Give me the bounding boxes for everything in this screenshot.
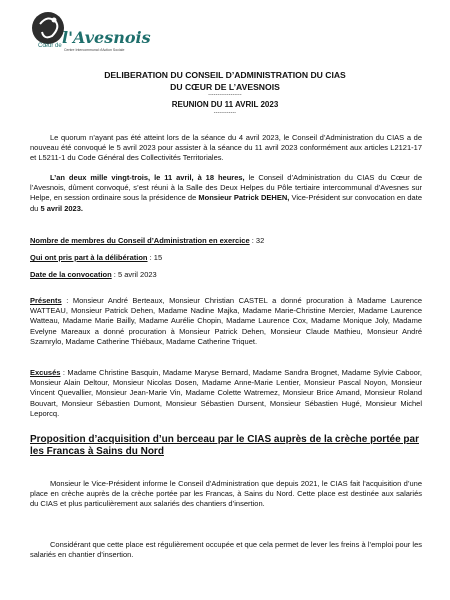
presents-text: : Monsieur André Berteaux, Monsieur Christian CASTEL a donné procuration à Madame Laurence WATTEAU, Monsieur Patrick Dehen, Madame Nadine Majka, Madame Marie-Christine Mercier, Madame Laurence Watteau, Madame Marie Bailly, Madame Aurélie Chopin, Madame Laurence Cox, Madame Monique Joly, Madame Evelyne Mareaux a donné procuration à Monsieur Patrick Dehen, Monsieur Claude Mathieu, Monsieur André Szamrylo, Madame Catherine Thiébaux, Madame Catherine Triquet. — [30, 296, 422, 346]
meeting-date-title: REUNION DU 11 AVRIL 2023 — [171, 100, 279, 109]
logo-subtitle: Centre Intercommunal d'Action Sociale — [64, 48, 125, 52]
convocation-date-line — [30, 270, 422, 280]
excuses-paragraph — [30, 368, 422, 419]
meeting-paragraph — [30, 173, 422, 214]
body-paragraph-1: Monsieur le Vice-Président informe le Conseil d’Administration que depuis 2021, le CIAS fait l’acquisition d’une place en crèche auprès de la crèche portée par les Francas, à Sains du Nord. Cette place est destinée aux salariés du CIAS et plus particulièrement aux salariés des chantiers d’insertion. — [30, 479, 422, 509]
presents-label: Présents — [30, 296, 62, 305]
cias-logo — [30, 10, 151, 70]
excuses-label: Excusés — [30, 368, 61, 377]
convocation-date-label: Date de la convocation — [30, 270, 112, 279]
convocation-date-value: : 5 avril 2023 — [111, 270, 157, 279]
voters-count-label: Qui ont pris part à la délibération — [30, 253, 148, 262]
logo-coeur-text: Cœur de — [38, 43, 62, 49]
document-title-line1: DELIBERATION DU CONSEIL D’ADMINISTRATION DU CIAS — [104, 70, 346, 80]
members-count-label: Nombre de membres du Conseil d’Administration en exercice — [30, 236, 250, 245]
voters-count-value: : 15 — [147, 253, 163, 262]
separator-line: ------------------ — [208, 92, 242, 98]
president-name: Monsieur Patrick DEHEN, — [198, 193, 290, 203]
members-count-value: : 32 — [249, 236, 265, 245]
meeting-text: le Conseil d’Administration du CIAS du Cœur de l’Avesnois, dûment convoqué, s’est réuni à la Salle des Deux Helpes du Pôle tertiaire intercommunal d’Avesnes sur Helpe, en session ordinaire sous la présidence de — [30, 173, 422, 203]
meeting-date-bold: L’an deux mille vingt-trois, le 11 avril, à 18 heures, — [50, 173, 245, 182]
members-count-line — [30, 236, 422, 246]
excuses-text: : Madame Christine Basquin, Madame Maryse Bernard, Madame Sandra Brognet, Madame Sylvie Caboor, Monsieur Alain Deltour, Monsieur Nicolas Dosen, Madame Anne-Marie Lentier, Monsieur Pascal Noyon, Monsieur Vincent Quevallier, Monsieur Jean-Marie Vin, Madame Colette Watremez, Monsieur Brice Amand, Monsieur Roland Bouvart, Monsieur Sébastien Dumont, Monsieur Sébastien Dursent, Monsieur Sébastien Hugé, Monsieur Michel Leporcq. — [30, 368, 422, 418]
section-heading: Proposition d’acquisition d’un berceau par le CIAS auprès de la crèche portée par les Francas à Sains du Nord — [30, 434, 419, 457]
voters-count-line — [30, 253, 422, 263]
logo-brand-text: l'Avesnois — [62, 28, 151, 47]
convocation-date-bold: 5 avril 2023. — [40, 203, 83, 213]
document-title-line2: DU CŒUR DE L’AVESNOIS — [170, 82, 280, 92]
presents-paragraph — [30, 296, 422, 347]
body-paragraph-2: Considérant que cette place est régulièrement occupée et que cela permet de lever les freins à l’emploi pour les salariés en chantier d’insertion. — [30, 540, 422, 560]
quorum-paragraph: Le quorum n’ayant pas été atteint lors de la séance du 4 avril 2023, le Conseil d’Administration du CIAS a de nouveau été convoqué le 5 avril 2023 pour assister à la séance du 11 avril 2023 conformément aux articles L2121-17 et L5211-1 du Code Général des Collectivités Territoriales. — [30, 133, 422, 163]
meeting-text-2: Vice-Président sur convocation en date du — [30, 193, 422, 213]
separator-line: ------------ — [213, 110, 237, 116]
